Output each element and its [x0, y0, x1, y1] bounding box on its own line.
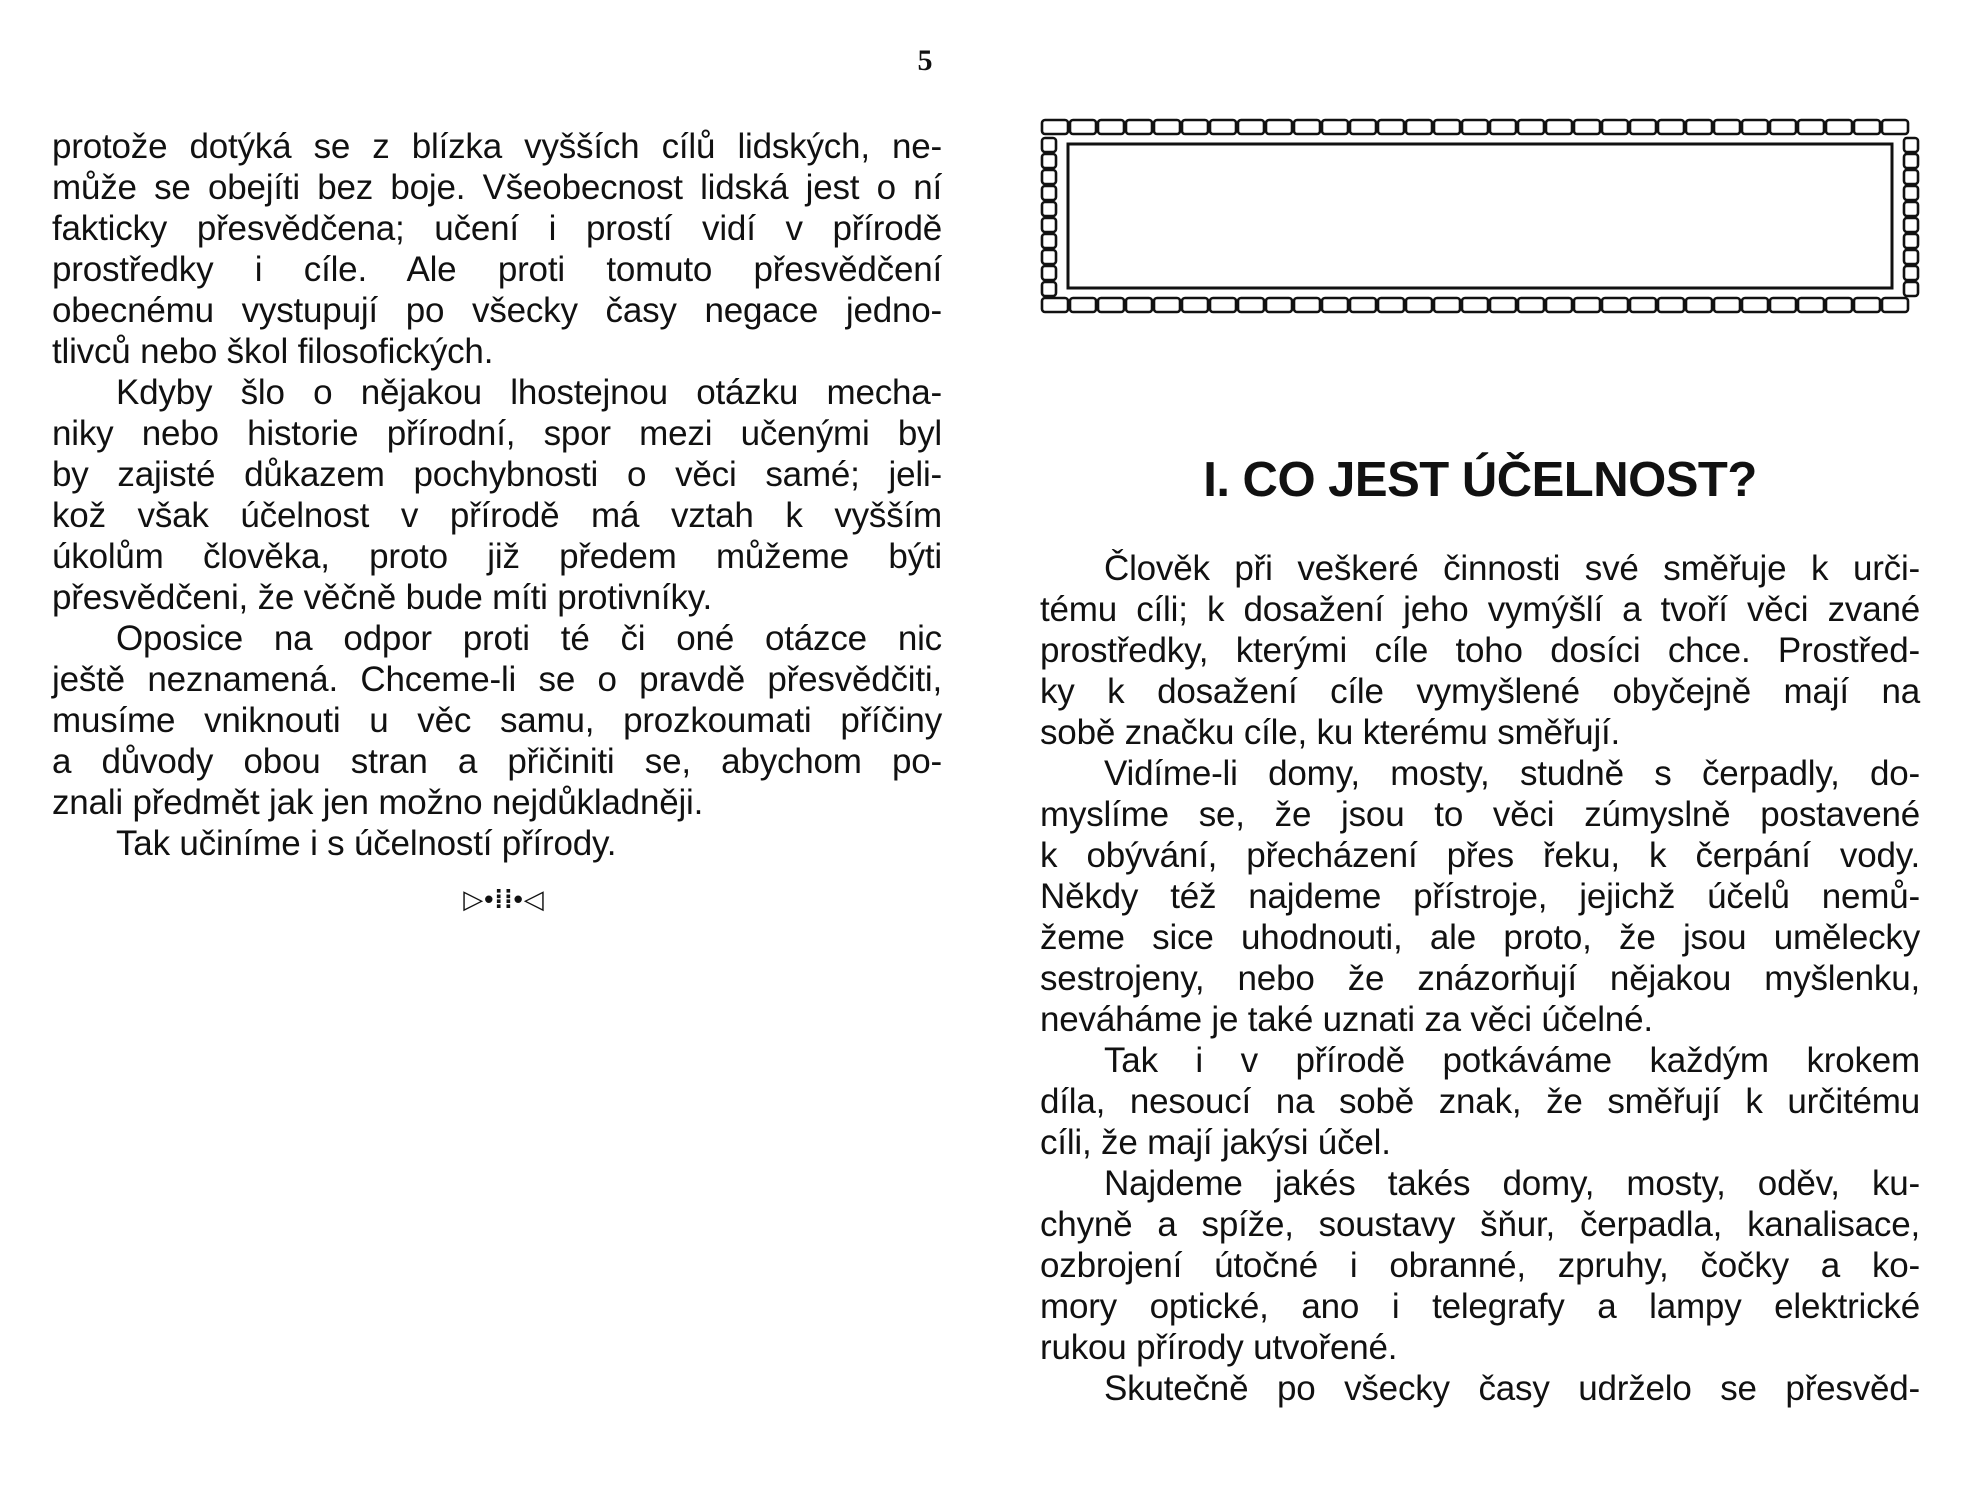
- text-line: Vidíme-li domy, mosty, studně s čerpadly, do-: [1104, 754, 1920, 793]
- frame-chain-link: [1462, 298, 1488, 312]
- frame-chain-link: [1406, 298, 1432, 312]
- frame-border-graphic: [1040, 118, 1920, 314]
- frame-chain-link: [1742, 298, 1768, 312]
- frame-chain-link: [1182, 298, 1208, 312]
- frame-chain-link: [1070, 120, 1096, 134]
- frame-chain-link: [1904, 138, 1918, 152]
- frame-chain-link: [1574, 120, 1600, 134]
- frame-chain-link: [1854, 298, 1880, 312]
- text-line: by zajisté důkazem pochybnosti o věci samé; jeli-: [52, 455, 942, 494]
- text-line: Tak učiníme i s účelností přírody.: [116, 824, 617, 863]
- text-line: může se obejíti bez boje. Všeobecnost lidská jest o ní: [52, 168, 942, 207]
- frame-chain-link: [1826, 298, 1852, 312]
- frame-chain-link: [1350, 298, 1376, 312]
- right-column: [1040, 548, 1920, 1409]
- text-line: mory optické, ano i telegrafy a lampy elektrické: [1040, 1287, 1920, 1326]
- text-line: Kdyby šlo o nějakou lhostejnou otázku mecha-: [116, 373, 942, 412]
- frame-chain-link: [1042, 154, 1056, 168]
- end-ornament: ▷•⁞⁞•◁: [463, 884, 545, 914]
- text-line: Tak i v přírodě potkáváme každým krokem: [1104, 1041, 1920, 1080]
- text-line: a důvody obou stran a přičiniti se, abychom po-: [52, 742, 942, 781]
- frame-chain-link: [1126, 120, 1152, 134]
- frame-chain-link: [1490, 120, 1516, 134]
- frame-chain-link: [1904, 170, 1918, 184]
- text-line: prostředky, kterými cíle toho dosíci chce. Prostřed-: [1040, 631, 1920, 670]
- text-line: přesvědčeni, že věčně bude míti protivníky.: [52, 578, 712, 617]
- frame-chain-link: [1098, 120, 1124, 134]
- frame-chain-link: [1294, 298, 1320, 312]
- frame-chain-link: [1904, 282, 1918, 296]
- text-line: žeme sice uhodnouti, ale proto, že jsou umělecky: [1040, 918, 1920, 957]
- text-line: rukou přírody utvořené.: [1040, 1328, 1398, 1367]
- frame-chain-link: [1042, 250, 1056, 264]
- frame-chain-link: [1904, 250, 1918, 264]
- frame-chain-link: [1042, 170, 1056, 184]
- frame-chain-link: [1322, 120, 1348, 134]
- frame-chain-link: [1798, 120, 1824, 134]
- text-line: kož však účelnost v přírodě má vztah k vyšším: [52, 496, 942, 535]
- frame-chain-link: [1042, 186, 1056, 200]
- frame-chain-link: [1042, 202, 1056, 216]
- text-line: Člověk při veškeré činnosti své směřuje k urči-: [1104, 549, 1920, 588]
- frame-chain-link: [1378, 120, 1404, 134]
- chapter-heading: I. CO JEST ÚČELNOST?: [1203, 453, 1757, 507]
- text-line: prostředky i cíle. Ale proti tomuto přesvědčení: [52, 250, 942, 289]
- frame-chain-link: [1602, 298, 1628, 312]
- text-line: Někdy též najdeme přístroje, jejichž účelů nemů-: [1040, 877, 1920, 916]
- text-line: niky nebo historie přírodní, spor mezi učenými byl: [52, 414, 942, 453]
- frame-chain-link: [1042, 298, 1068, 312]
- frame-chain-link: [1350, 120, 1376, 134]
- frame-chain-link: [1904, 186, 1918, 200]
- text-line: protože dotýká se z blízka vyšších cílů lidských, ne-: [52, 127, 942, 166]
- frame-chain-link: [1518, 298, 1544, 312]
- frame-chain-link: [1210, 120, 1236, 134]
- frame-chain-link: [1714, 298, 1740, 312]
- frame-chain-link: [1854, 120, 1880, 134]
- frame-chain-link: [1904, 218, 1918, 232]
- text-line: cíli, že mají jakýsi účel.: [1040, 1123, 1391, 1162]
- frame-chain-link: [1742, 120, 1768, 134]
- frame-chain-link: [1042, 120, 1068, 134]
- frame-chain-link: [1490, 298, 1516, 312]
- frame-chain-link: [1042, 282, 1056, 296]
- text-line: ky k dosažení cíle vymyšlené obyčejně mají na: [1040, 672, 1920, 711]
- text-line: Najdeme jakés takés domy, mosty, oděv, ku-: [1104, 1164, 1920, 1203]
- frame-chain-link: [1126, 298, 1152, 312]
- frame-chain-link: [1434, 298, 1460, 312]
- frame-chain-link: [1686, 120, 1712, 134]
- frame-chain-link: [1322, 298, 1348, 312]
- text-line: znali předmět jak jen možno nejdůkladněji.: [52, 783, 704, 822]
- frame-chain-link: [1904, 234, 1918, 248]
- frame-chain-link: [1406, 120, 1432, 134]
- frame-chain-link: [1238, 298, 1264, 312]
- frame-chain-link: [1294, 120, 1320, 134]
- frame-chain-link: [1658, 120, 1684, 134]
- frame-chain-link: [1210, 298, 1236, 312]
- frame-chain-link: [1602, 120, 1628, 134]
- frame-chain-link: [1378, 298, 1404, 312]
- frame-chain-link: [1904, 202, 1918, 216]
- frame-chain-link: [1574, 298, 1600, 312]
- frame-chain-link: [1546, 120, 1572, 134]
- frame-chain-link: [1098, 298, 1124, 312]
- text-line: neváháme je také uznati za věci účelné.: [1040, 1000, 1653, 1039]
- text-line: Skutečně po všecky časy udrželo se přesvěd-: [1104, 1369, 1920, 1408]
- frame-chain-link: [1042, 218, 1056, 232]
- frame-chain-link: [1686, 298, 1712, 312]
- frame-chain-link: [1658, 298, 1684, 312]
- frame-chain-link: [1826, 120, 1852, 134]
- frame-chain-link: [1546, 298, 1572, 312]
- text-line: úkolům člověka, proto již předem můžeme býti: [52, 537, 942, 576]
- frame-inner-box: [1068, 144, 1892, 288]
- text-line: sestrojeny, nebo že znázorňují nějakou myšlenku,: [1040, 959, 1920, 998]
- text-line: myslíme se, že jsou to věci zúmyslně postavené: [1040, 795, 1920, 834]
- text-line: sobě značku cíle, ku kterému směřují.: [1040, 713, 1621, 752]
- text-line: tlivců nebo škol filosofických.: [52, 332, 494, 371]
- frame-chain-link: [1770, 120, 1796, 134]
- frame-chain-link: [1904, 154, 1918, 168]
- frame-chain-link: [1042, 266, 1056, 280]
- text-line: chyně a spíže, soustavy šňur, čerpadla, kanalisace,: [1040, 1205, 1920, 1244]
- decorative-header-frame: [1040, 118, 1920, 314]
- page-number: 5: [917, 44, 933, 77]
- frame-chain-link: [1266, 298, 1292, 312]
- text-line: díla, nesoucí na sobě znak, že směřují k určitému: [1040, 1082, 1920, 1121]
- frame-chain-link: [1798, 298, 1824, 312]
- text-line: musíme vniknouti u věc samu, prozkoumati příčiny: [52, 701, 942, 740]
- frame-chain-link: [1238, 120, 1264, 134]
- text-line: ještě neznamená. Chceme-li se o pravdě přesvědčiti,: [52, 660, 942, 699]
- frame-chain-link: [1154, 298, 1180, 312]
- text-line: k obývání, přecházení přes řeku, k čerpání vody.: [1040, 836, 1920, 875]
- frame-chain-link: [1904, 266, 1918, 280]
- frame-chain-link: [1182, 120, 1208, 134]
- frame-chain-link: [1042, 138, 1056, 152]
- frame-chain-link: [1266, 120, 1292, 134]
- frame-chain-link: [1882, 298, 1908, 312]
- frame-chain-link: [1770, 298, 1796, 312]
- frame-chain-link: [1042, 234, 1056, 248]
- text-line: ozbrojení útočné i obranné, zpruhy, čočky a ko-: [1040, 1246, 1920, 1285]
- text-line: fakticky přesvědčena; učení i prostí vidí v přírodě: [52, 209, 942, 248]
- frame-chain-link: [1630, 298, 1656, 312]
- frame-chain-link: [1434, 120, 1460, 134]
- frame-chain-link: [1714, 120, 1740, 134]
- frame-chain-link: [1630, 120, 1656, 134]
- frame-chain-link: [1154, 120, 1180, 134]
- frame-chain-link: [1462, 120, 1488, 134]
- frame-chain-link: [1518, 120, 1544, 134]
- text-line: Oposice na odpor proti té či oné otázce nic: [116, 619, 942, 658]
- text-line: obecnému vystupují po všecky časy negace jedno-: [52, 291, 942, 330]
- frame-chain-link: [1070, 298, 1096, 312]
- frame-chain-link: [1882, 120, 1908, 134]
- left-column: [52, 126, 942, 864]
- text-line: tému cíli; k dosažení jeho vymýšlí a tvoří věci zvané: [1040, 590, 1920, 629]
